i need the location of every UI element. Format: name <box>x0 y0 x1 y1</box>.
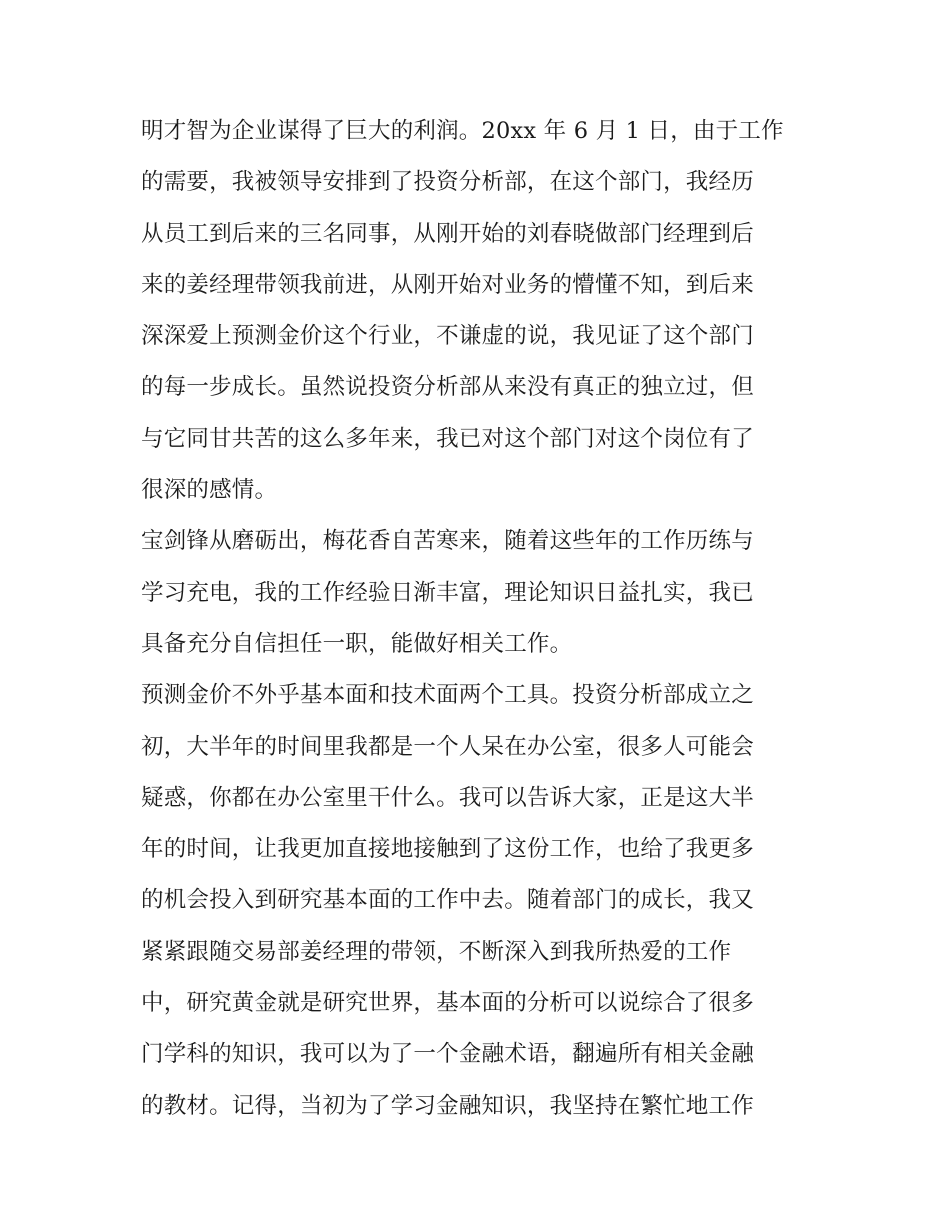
text-line: 预测金价不外乎基本面和技术面两个工具。投资分析部成立之 <box>141 682 754 709</box>
text-line: 具备充分自信担任一职，能做好相关工作。 <box>141 630 573 657</box>
text-line: 初，大半年的时间里我都是一个人呆在办公室，很多人可能会 <box>141 733 754 760</box>
text-line: 很深的感情。 <box>141 477 278 504</box>
text-line: 的机会投入到研究基本面的工作中去。随着部门的成长，我又 <box>141 887 754 914</box>
text-line: 紧紧跟随交易部姜经理的带领，不断深入到我所热爱的工作 <box>141 938 732 965</box>
text-line: 门学科的知识，我可以为了一个金融术语，翻遍所有相关金融 <box>141 1041 754 1068</box>
text-line: 的需要，我被领导安排到了投资分析部，在这个部门，我经历 <box>141 169 754 196</box>
document-body <box>141 106 813 1132</box>
text-line: 明才智为企业谋得了巨大的利润。20xx 年 6 月 1 日，由于工作 <box>141 118 784 144</box>
text-line: 的每一步成长。虽然说投资分析部从来没有真正的独立过，但 <box>141 374 754 401</box>
text-line: 中，研究黄金就是研究世界，基本面的分析可以说综合了很多 <box>141 990 754 1017</box>
text-line: 宝剑锋从磨砺出，梅花香自苦寒来，随着这些年的工作历练与 <box>141 528 754 555</box>
text-line: 的教材。记得，当初为了学习金融知识，我坚持在繁忙地工作 <box>141 1092 754 1119</box>
text-line: 来的姜经理带领我前进，从刚开始对业务的懵懂不知，到后来 <box>141 271 754 298</box>
text-line: 与它同甘共苦的这么多年来，我已对这个部门对这个岗位有了 <box>141 425 754 452</box>
text-line: 深深爱上预测金价这个行业，不谦虚的说，我见证了这个部门 <box>141 323 754 350</box>
text-line: 疑惑，你都在办公室里干什么。我可以告诉大家，正是这大半 <box>141 784 754 811</box>
text-line: 学习充电，我的工作经验日渐丰富，理论知识日益扎实，我已 <box>141 579 754 606</box>
text-line: 年的时间，让我更加直接地接触到了这份工作，也给了我更多 <box>141 836 754 863</box>
text-line: 从员工到后来的三名同事，从刚开始的刘春晓做部门经理到后 <box>141 220 754 247</box>
paragraph-3 <box>141 670 813 1132</box>
paragraph-2 <box>141 516 813 670</box>
paragraph-1 <box>141 106 813 516</box>
